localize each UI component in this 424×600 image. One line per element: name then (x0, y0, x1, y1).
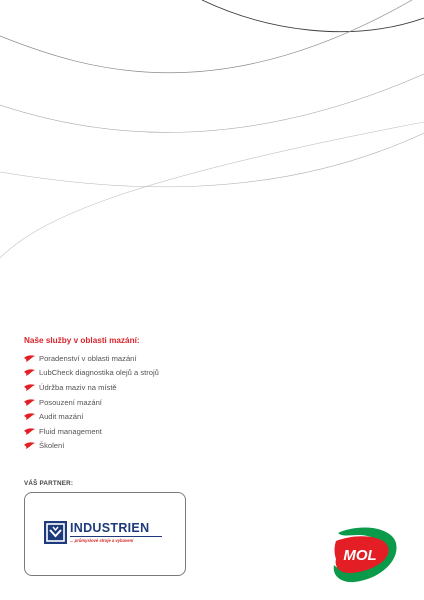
curve-4 (0, 133, 424, 187)
industrien-name: INDUSTRIEN (70, 521, 150, 535)
red-swoosh-bullet-icon (24, 384, 35, 391)
list-item (24, 351, 284, 366)
curve-1 (202, 0, 424, 32)
service-label: Údržba maziv na místě (39, 382, 117, 392)
list-item (24, 409, 284, 424)
partner-label: VÁŠ PARTNER: (24, 480, 74, 487)
curve-2 (0, 0, 412, 73)
red-swoosh-bullet-icon (24, 355, 35, 362)
red-swoosh-bullet-icon (24, 413, 35, 420)
red-swoosh-bullet-icon (24, 399, 35, 406)
red-swoosh-bullet-icon (24, 442, 35, 449)
list-item (24, 380, 284, 395)
red-swoosh-bullet-icon (24, 428, 35, 435)
services-section (24, 336, 284, 453)
list-item (24, 439, 284, 454)
service-label: Audit mazání (39, 412, 84, 422)
service-label: Posouzení mazání (39, 397, 102, 407)
service-label: Školení (39, 441, 65, 451)
industrien-mark-icon (44, 521, 67, 544)
industrien-logo (44, 521, 162, 547)
mol-logo-text: MOL (343, 547, 377, 564)
services-list (24, 351, 284, 453)
list-item (24, 424, 284, 439)
list-item (24, 366, 284, 381)
curve-3 (0, 74, 424, 132)
list-item (24, 395, 284, 410)
service-label: Poradenství v oblasti mazání (39, 353, 137, 363)
red-swoosh-bullet-icon (24, 369, 35, 376)
services-heading: Naše služby v oblasti mazání: (24, 336, 140, 345)
mol-logo (330, 525, 400, 585)
curve-5 (0, 122, 424, 258)
service-label: LubCheck diagnostika olejů a strojů (39, 368, 159, 378)
service-label: Fluid management (39, 426, 102, 436)
partner-box (24, 492, 186, 576)
industrien-tagline: ... průmyslové stroje a vybavení (70, 536, 162, 545)
